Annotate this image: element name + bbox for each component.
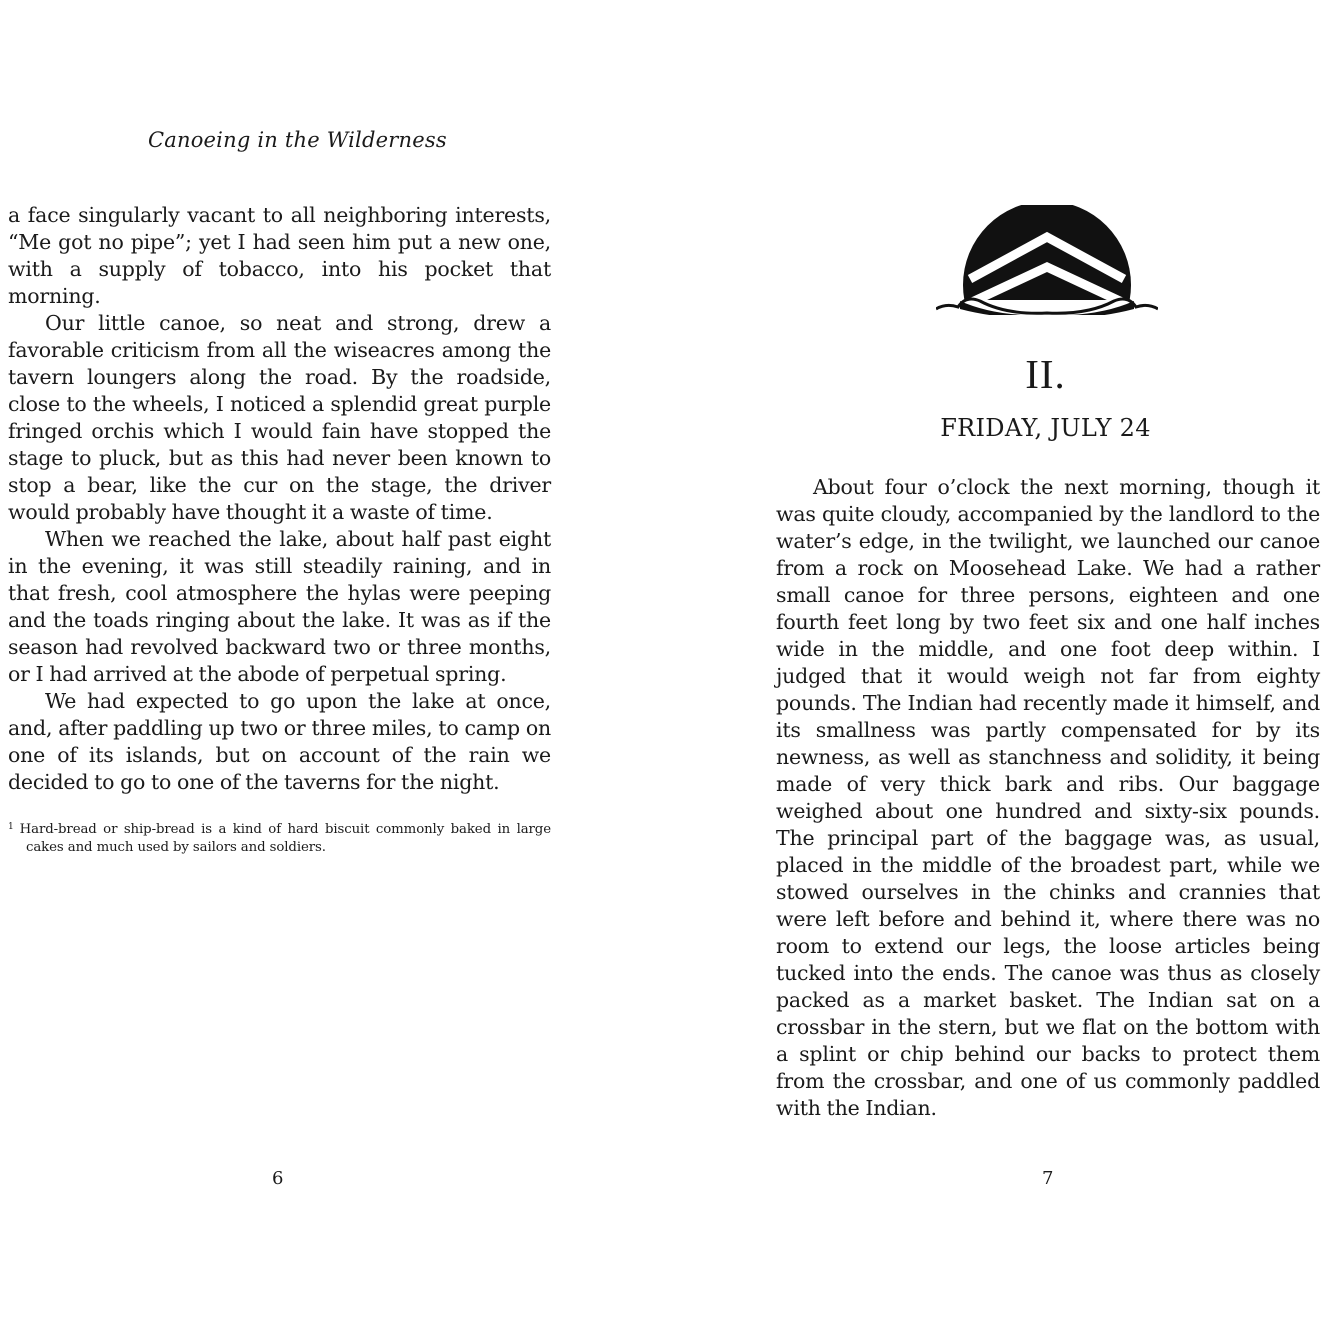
right-page: [770, 0, 1321, 1321]
footnote-marker: 1: [8, 822, 14, 832]
right-page-body: [776, 474, 1320, 1122]
page-number: 7: [1042, 1168, 1054, 1189]
chapter-number: II.: [1025, 351, 1066, 397]
canoe-sunrise-ornament-icon: [936, 205, 1158, 315]
left-page-body: [8, 202, 551, 796]
left-page: [0, 0, 560, 1321]
running-head: Canoeing in the Wilderness: [148, 128, 447, 152]
paragraph: We had expected to go upon the lake at once, and, after paddling up two or three miles, to camp on one of its islands, but on account of the rain we decided to go to one of the taverns for the night.: [8, 689, 551, 794]
footnote-text: Hard-bread or ship-bread is a kind of hard biscuit commonly baked in large cakes and much used by sailors and soldiers.: [19, 822, 551, 855]
paragraph: About four o’clock the next morning, though it was quite cloudy, accompanied by the landlord to the water’s edge, in the twilight, we launched our canoe from a rock on Moosehead Lake. We had a rather small canoe for three persons, eighteen and one fourth feet long by two feet six and one half inches wide in the middle, and one foot deep within. I judged that it would weigh not far from eighty pounds. The Indian had recently made it himself, and its smallness was partly compensated for by its newness, as well as stanchness and solidity, it being made of very thick bark and ribs. Our baggage weighed about one hundred and sixty-six pounds. The principal part of the baggage was, as usual, placed in the middle of the broadest part, while we stowed ourselves in the chinks and crannies that were left before and behind it, where there was no room to extend our legs, the loose articles being tucked into the ends. The canoe was thus as closely packed as a market basket. The Indian sat on a crossbar in the stern, but we flat on the bottom with a splint or chip behind our backs to protect them from the crossbar, and one of us commonly paddled with the Indian.: [776, 475, 1320, 1120]
page-number: 6: [272, 1168, 284, 1189]
paragraph: Our little canoe, so neat and strong, drew a favorable criticism from all the wiseacres among the tavern loungers along the road. By the roadside, close to the wheels, I noticed a splendid great purple fringed orchis which I would fain have stopped the stage to pluck, but as this had never been known to stop a bear, like the cur on the stage, the driver would probably have thought it a waste of time.: [8, 311, 551, 524]
chapter-title: FRIDAY, JULY 24: [940, 414, 1151, 442]
paragraph-continued: a face singularly vacant to all neighboring interests, “Me got no pipe”; yet I had seen him put a new one, with a supply of tobacco, into his pocket that morning.: [8, 203, 551, 308]
footnote: [8, 818, 551, 857]
paragraph: When we reached the lake, about half past eight in the evening, it was still steadily raining, and in that fresh, cool atmosphere the hylas were peeping and the toads ringing about the lake. It was as if the season had revolved backward two or three months, or I had arrived at the abode of perpetual spring.: [8, 527, 551, 686]
